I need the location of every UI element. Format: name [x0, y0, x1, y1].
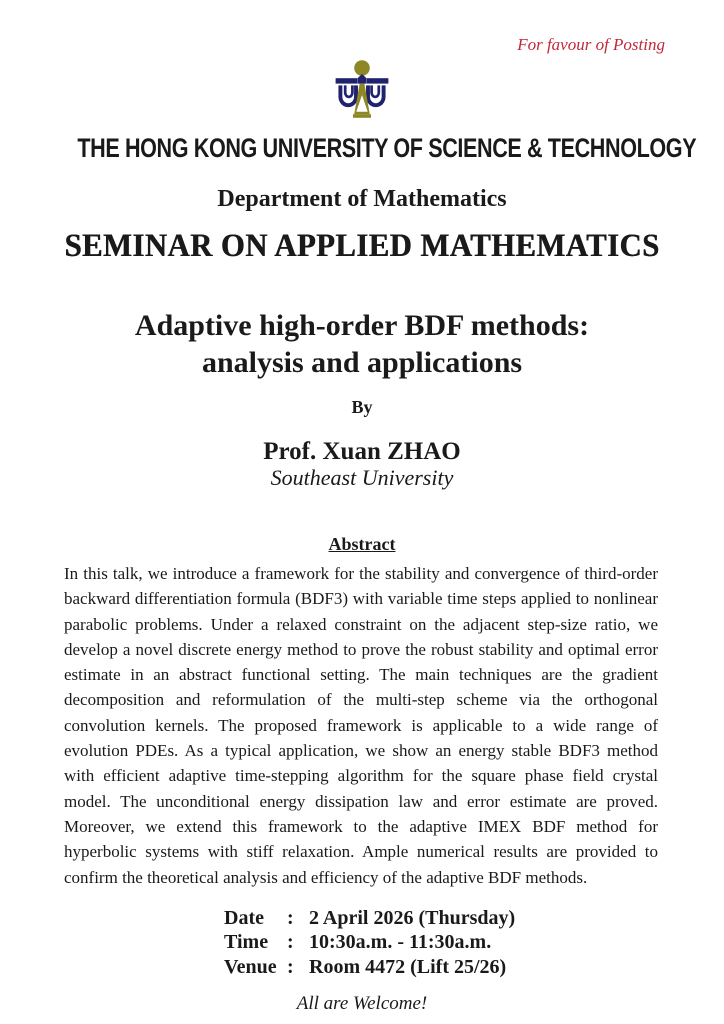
time-value: 10:30a.m. - 11:30a.m.: [309, 931, 492, 954]
posting-notice: For favour of Posting: [517, 35, 665, 54]
event-details: [224, 906, 724, 980]
time-label: Time: [224, 931, 269, 954]
date-colon: :: [287, 906, 294, 929]
date-value: 2 April 2026 (Thursday): [309, 906, 516, 929]
abstract-heading: Abstract: [328, 534, 396, 554]
logo-container: [0, 59, 724, 125]
department-name: Department of Mathematics: [217, 186, 507, 212]
abstract-text: In this talk, we introduce a framework for the stability and convergence of third-order backward differentiation formula (BDF3) with variable time steps applied to nonlinear parabolic problems. Under a relaxed constraint on the adjacent step-size ratio, we develop a novel discrete energy method to prove the robust stability and optimal error estimate in an abstract functional setting. The main techniques are the gradient decomposition and reformulation of the multi-step scheme via the orthogonal convolution kernels. The proposed framework is applicable to a wide range of evolution PDEs. As a typical application, we show an energy stable BDF3 method with efficient adaptive time-stepping algorithm for the square phase field crystal model. The unconditional energy dissipation law and error estimate are proved. Moreover, we extend this framework to the adaptive IMEX BDF method for hyperbolic systems with stiff relaxation. Ample numerical results are provided to confirm the theoretical analysis and efficiency of the adaptive BDF methods.: [64, 564, 658, 887]
talk-title-line1: Adaptive high-order BDF methods:: [134, 309, 590, 342]
seminar-series-title: SEMINAR ON APPLIED MATHEMATICS: [64, 228, 660, 264]
speaker-name: Prof. Xuan ZHAO: [263, 438, 461, 465]
hkust-logo-icon: [332, 59, 392, 125]
detail-row-date: [224, 906, 724, 931]
detail-row-venue: [224, 955, 724, 980]
venue-colon: :: [287, 955, 294, 978]
date-label: Date: [224, 906, 264, 929]
by-label: By: [351, 397, 373, 417]
venue-label: Venue: [224, 955, 277, 978]
university-name: THE HONG KONG UNIVERSITY OF SCIENCE & TECHNOLOGY: [77, 133, 697, 163]
speaker-affiliation: Southeast University: [270, 465, 454, 490]
venue-value: Room 4472 (Lift 25/26): [309, 955, 507, 978]
time-colon: :: [287, 931, 294, 954]
talk-title: [0, 307, 724, 381]
talk-title-line2: analysis and applications: [201, 346, 523, 379]
welcome-message: All are Welcome!: [296, 993, 428, 1015]
detail-row-time: [224, 930, 724, 955]
